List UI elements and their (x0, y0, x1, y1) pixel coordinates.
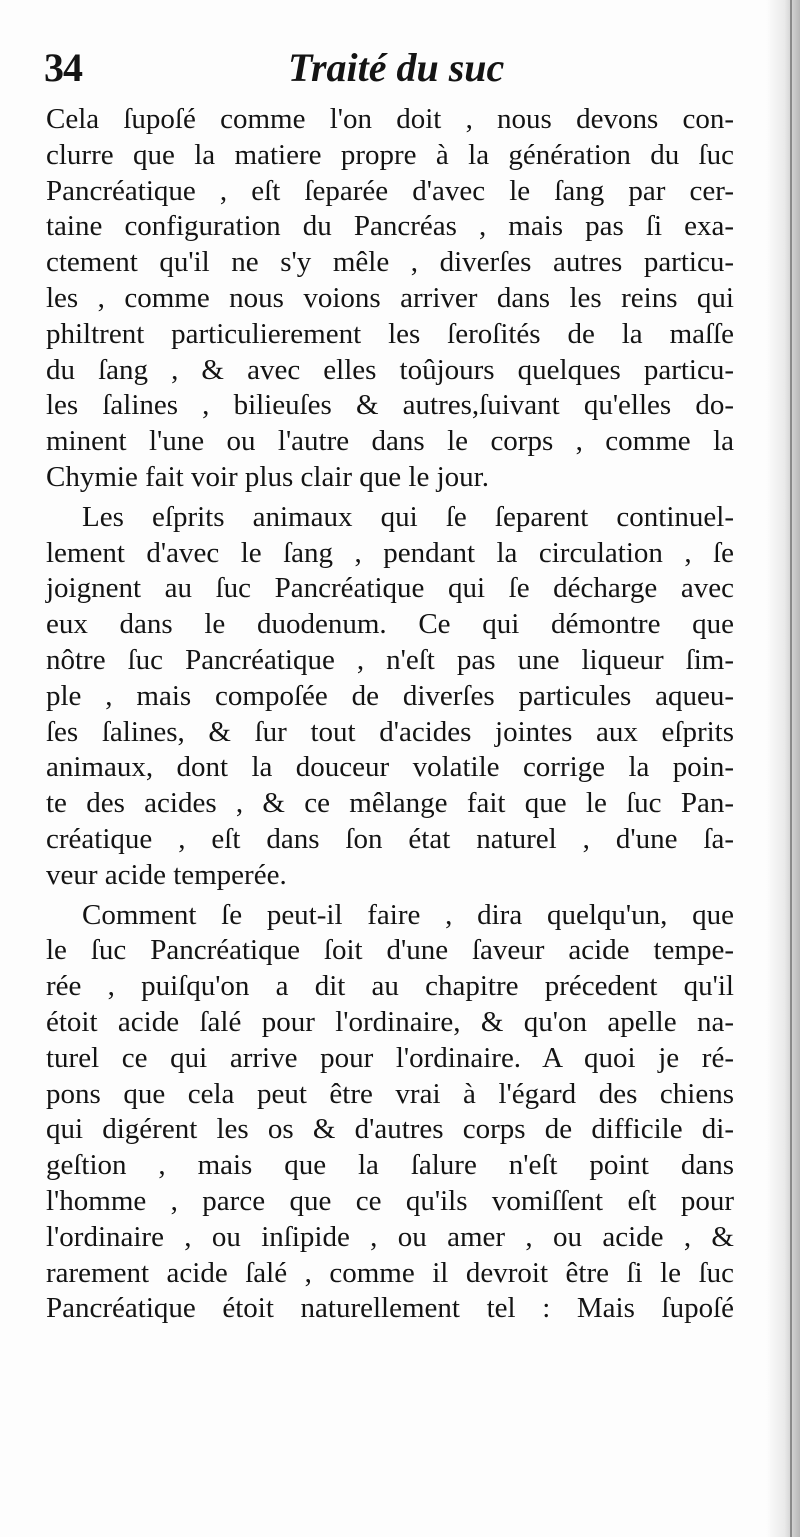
text-line: l'ordinaire , ou inſipide , ou amer , ou acide , & (46, 1220, 734, 1253)
text-line: eux dans le duodenum. Ce qui démontre que (46, 608, 734, 641)
paragraph-1 (46, 102, 734, 496)
page-gutter-shadow (766, 0, 800, 1537)
text-line: ple , mais compoſée de diverſes particules aqueu- (46, 679, 734, 712)
text-line: taine configuration du Pancréas , mais pas ſi exa- (46, 210, 734, 243)
text-line: geſtion , mais que la ſalure n'eſt point dans (46, 1149, 734, 1182)
text-line: l'homme , parce que ce qu'ils vomiſſent eſt pour (46, 1184, 734, 1217)
running-title: Traité du suc (288, 45, 505, 90)
text-line: veur acide temperée. (46, 858, 287, 891)
text-line: ſes ſalines, & ſur tout d'acides jointes aux eſprits (46, 715, 734, 748)
text-line: clurre que la matiere propre à la génération du ſuc (46, 138, 734, 171)
text-line: lement d'avec le ſang , pendant la circulation , ſe (46, 536, 734, 569)
text-line: pons que cela peut être vrai à l'égard des chiens (46, 1077, 734, 1110)
text-line: nôtre ſuc Pancréatique , n'eſt pas une liqueur ſim- (46, 643, 734, 676)
text-line: qui digérent les os & d'autres corps de difficile di- (46, 1113, 734, 1146)
text-line: minent l'une ou l'autre dans le corps , comme la (46, 425, 734, 458)
text-line: les , comme nous voions arriver dans les reins qui (46, 281, 734, 314)
text-line: philtrent particulierement les ſeroſités de la maſſe (46, 317, 734, 350)
text-line: créatique , eſt dans ſon état naturel , d'une ſa- (46, 822, 734, 855)
text-line: animaux, dont la douceur volatile corrige la poin- (46, 751, 734, 784)
text-line: du ſang , & avec elles toûjours quelques particu- (46, 353, 734, 386)
text-line: Comment ſe peut-il faire , dira quelqu'un, que (82, 898, 734, 931)
text-line: les ſalines , bilieuſes & autres,ſuivant qu'elles do- (46, 389, 734, 422)
text-line: Pancréatique étoit naturellement tel : Mais ſupoſé (46, 1292, 734, 1325)
paragraph-2 (46, 500, 734, 894)
text-line: Cela ſupoſé comme l'on doit , nous devons con- (46, 103, 734, 135)
paragraph-3 (46, 898, 734, 1328)
text-line: Pancréatique , eſt ſeparée d'avec le ſang par cer- (46, 174, 734, 207)
text-line: Les eſprits animaux qui ſe ſeparent continuel- (82, 500, 734, 533)
text-line: rarement acide ſalé , comme il devroit être ſi le ſuc (46, 1256, 734, 1289)
page-header (44, 40, 764, 96)
text-line: étoit acide ſalé pour l'ordinaire, & qu'on apelle na- (46, 1005, 734, 1038)
body-text (46, 102, 734, 1327)
text-line: rée , puiſqu'on a dit au chapitre précedent qu'il (46, 970, 734, 1003)
page-number: 34 (44, 45, 82, 90)
text-line: te des acides , & ce mêlange fait que le ſuc Pan- (46, 787, 734, 820)
text-line: turel ce qui arrive pour l'ordinaire. A quoi je ré- (46, 1041, 734, 1074)
page-edge-line (790, 0, 792, 1537)
text-line: joignent au ſuc Pancréatique qui ſe décharge avec (46, 572, 734, 605)
text-line: ctement qu'il ne s'y mêle , diverſes autres particu- (46, 246, 734, 279)
text-line: le ſuc Pancréatique ſoit d'une ſaveur acide tempe- (46, 934, 734, 967)
text-line: Chymie fait voir plus clair que le jour. (46, 460, 489, 493)
